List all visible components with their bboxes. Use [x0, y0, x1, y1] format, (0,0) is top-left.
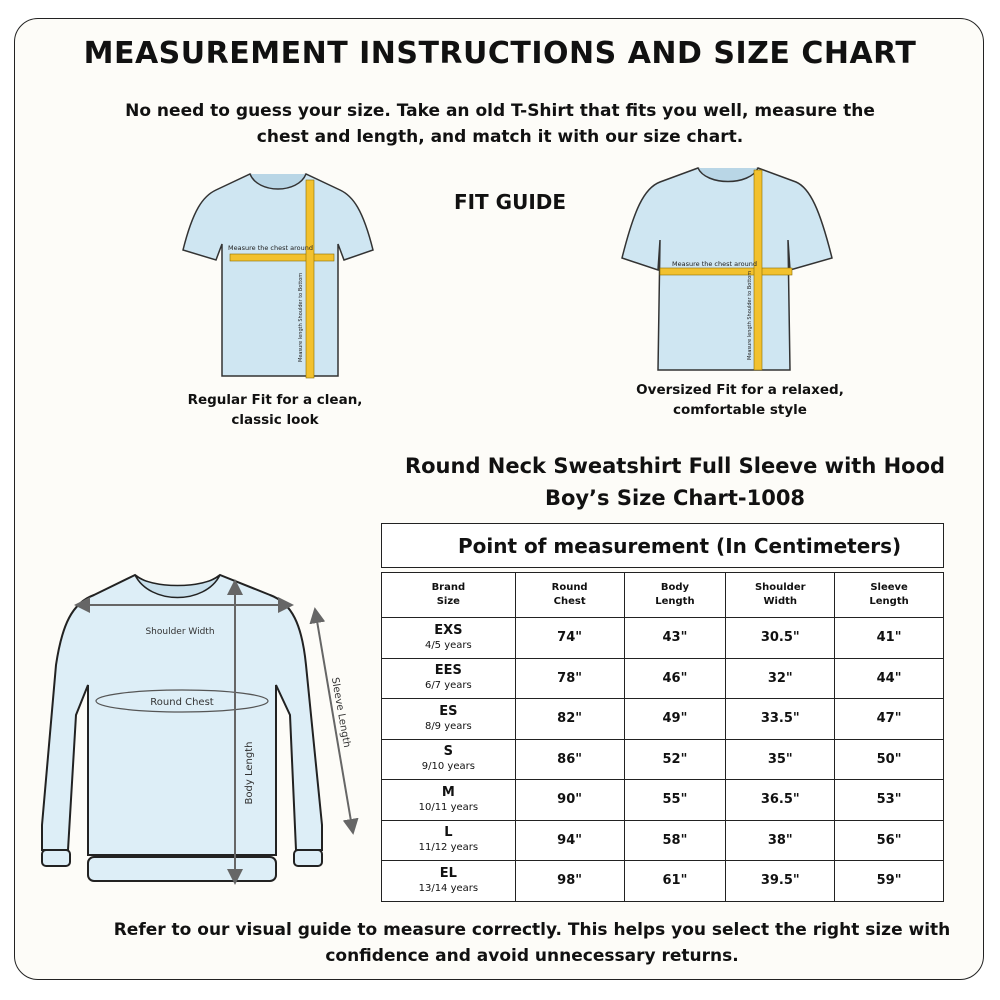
round-chest-cell: 82": [515, 699, 624, 740]
brand-size-cell: [382, 739, 516, 780]
size-code: EL: [439, 865, 457, 881]
header-brand-size: Brand Size: [382, 573, 516, 618]
table-row: [382, 658, 944, 699]
point-of-measurement-title: Point of measurement (In Centimeters): [381, 523, 944, 568]
table-header-row: [382, 573, 944, 618]
brand-size-cell: [382, 658, 516, 699]
round-chest-cell: 94": [515, 820, 624, 861]
brand-size-cell: [382, 861, 516, 902]
round-chest-cell: 90": [515, 780, 624, 821]
size-code: EXS: [434, 622, 463, 638]
left-cuff: [42, 850, 70, 866]
sweatshirt-waistband: [88, 857, 276, 881]
sleeve-length-cell: 47": [835, 699, 944, 740]
body-length-cell: 52": [624, 739, 726, 780]
size-chart-table: [381, 572, 944, 902]
age-range: 13/14 years: [418, 882, 479, 894]
sleeve-length-cell: 53": [835, 780, 944, 821]
right-cuff: [294, 850, 322, 866]
round-chest-cell: 86": [515, 739, 624, 780]
footer-text: Refer to our visual guide to measure correctly. This helps you select the right size with confidence and avoid unnecessary returns.: [113, 920, 951, 966]
shoulder-width-cell: 38": [726, 820, 835, 861]
intro-text: No need to guess your size. Take an old T-Shirt that fits you well, measure the chest and length, and match it with our size chart.: [125, 101, 875, 147]
round-chest-cell: 78": [515, 658, 624, 699]
body-length-label: Body Length: [244, 741, 255, 805]
body-length-cell: 55": [624, 780, 726, 821]
age-range: 10/11 years: [418, 801, 479, 813]
brand-size-cell: [382, 618, 516, 659]
age-range: 6/7 years: [424, 680, 472, 692]
age-range: 8/9 years: [424, 720, 472, 732]
shoulder-width-cell: 39.5": [726, 861, 835, 902]
round-chest-cell: 98": [515, 861, 624, 902]
oversized-fit-caption: Oversized Fit for a relaxed, comfortable style: [636, 382, 844, 418]
page-title: MEASUREMENT INSTRUCTIONS AND SIZE CHART: [83, 36, 917, 71]
regular-chest-label: Measure the chest around: [228, 244, 313, 252]
body-length-cell: 49": [624, 699, 726, 740]
size-code: ES: [439, 703, 458, 719]
sleeve-length-cell: 56": [835, 820, 944, 861]
brand-size-cell: [382, 820, 516, 861]
table-row: [382, 618, 944, 659]
product-title-line1: Round Neck Sweatshirt Full Sleeve with Hood: [404, 454, 946, 478]
age-range: 4/5 years: [424, 639, 472, 651]
table-row: [382, 739, 944, 780]
product-title: [380, 450, 970, 514]
table-row: [382, 820, 944, 861]
regular-fit-caption: Regular Fit for a clean, classic look: [187, 392, 363, 428]
body-length-cell: 46": [624, 658, 726, 699]
shoulder-width-cell: 32": [726, 658, 835, 699]
table-row: [382, 780, 944, 821]
shoulder-width-label: Shoulder Width: [145, 627, 215, 637]
tshirt-body: [183, 174, 373, 376]
body-length-cell: 43": [624, 618, 726, 659]
header-body-length: Body Length: [624, 573, 726, 618]
size-code: L: [444, 825, 453, 841]
oversized-length-label: Measure length Shoulder to Bottom: [747, 270, 753, 360]
oversized-fit-tshirt-illustration: [618, 160, 838, 375]
header-round-chest: Round Chest: [515, 573, 624, 618]
length-tape: [306, 180, 314, 378]
sleeve-length-label: Sleeve Length: [328, 676, 353, 749]
sleeve-length-cell: 44": [835, 658, 944, 699]
brand-size-cell: [382, 699, 516, 740]
header-sleeve-length: Sleeve Length: [835, 573, 944, 618]
table-row: [382, 861, 944, 902]
shoulder-width-cell: 36.5": [726, 780, 835, 821]
body-length-cell: 58": [624, 820, 726, 861]
size-code: M: [441, 784, 455, 800]
chest-tape: [660, 268, 792, 275]
size-code: S: [443, 744, 454, 760]
fit-guide-heading: FIT GUIDE: [453, 190, 567, 214]
age-range: 9/10 years: [421, 761, 475, 773]
age-range: 11/12 years: [418, 842, 479, 854]
header-shoulder-width: Shoulder Width: [726, 573, 835, 618]
sleeve-length-cell: 59": [835, 861, 944, 902]
product-title-line2: Boy’s Size Chart-1008: [544, 486, 806, 510]
size-code: EES: [434, 663, 462, 679]
table-row: [382, 699, 944, 740]
shoulder-width-cell: 33.5": [726, 699, 835, 740]
regular-fit-tshirt-illustration: [178, 168, 378, 383]
shoulder-width-cell: 30.5": [726, 618, 835, 659]
body-length-cell: 61": [624, 861, 726, 902]
brand-size-cell: [382, 780, 516, 821]
sweatshirt-body: [42, 575, 322, 855]
regular-length-label: Measure length Shoulder to Bottom: [298, 272, 304, 362]
round-chest-label: Round Chest: [150, 697, 214, 708]
sleeve-length-cell: 41": [835, 618, 944, 659]
sleeve-length-cell: 50": [835, 739, 944, 780]
oversized-chest-label: Measure the chest around: [672, 260, 757, 268]
length-tape: [754, 170, 762, 370]
shoulder-width-cell: 35": [726, 739, 835, 780]
chest-tape: [230, 254, 334, 261]
round-chest-cell: 74": [515, 618, 624, 659]
sweatshirt-measurement-diagram: [30, 565, 370, 890]
